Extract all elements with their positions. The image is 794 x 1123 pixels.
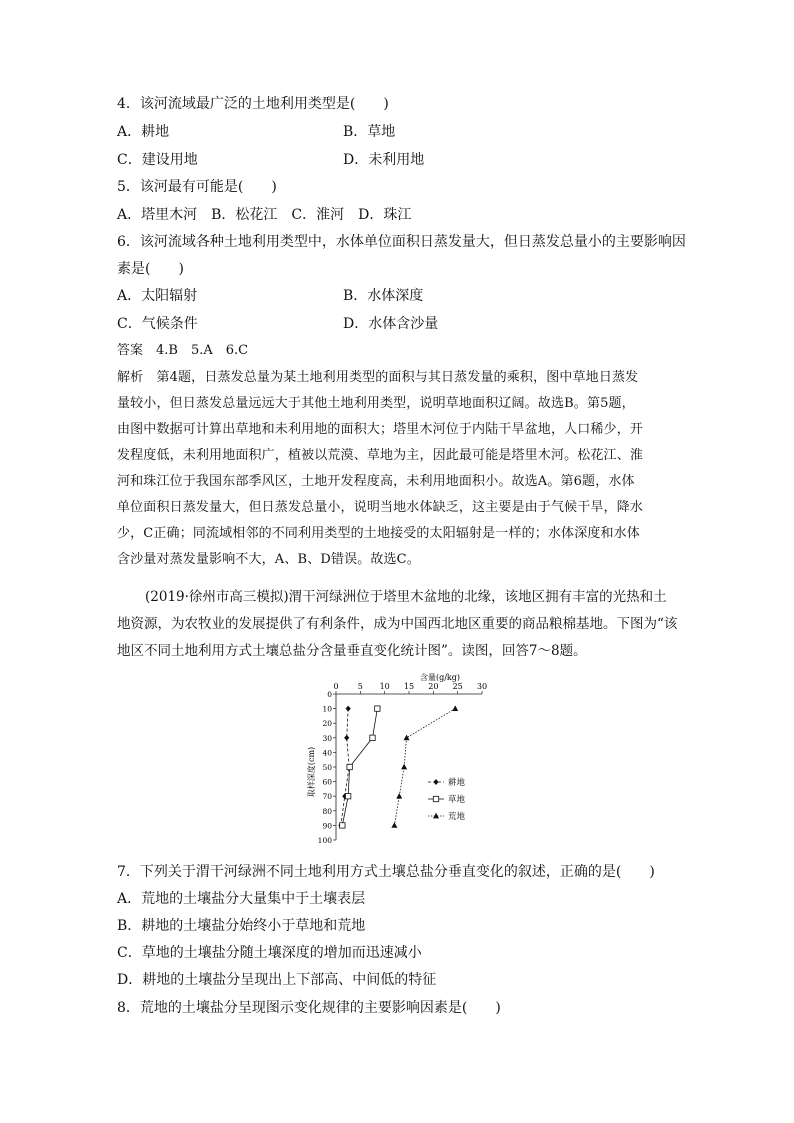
intro-line: 地区不同土地利用方式土壤总盐分含量垂直变化统计图”。读图，回答7～8题。	[117, 643, 587, 659]
y-tick-label: 20	[322, 719, 332, 729]
chart-legend	[428, 777, 466, 822]
intro-line: (2019·徐州市高三模拟)渭干河绿洲位于塔里木盆地的北缘，该地区拥有丰富的光热和土	[145, 589, 667, 605]
q6-option-a: A．太阳辐射	[117, 288, 198, 304]
analysis-line: 单位面积日蒸发量大，但日蒸发总量小，说明当地水体缺乏，这主要是由于气候干旱，降水	[117, 500, 644, 515]
data-point	[452, 705, 458, 711]
legend-marker	[433, 796, 438, 801]
y-tick-label: 70	[322, 792, 332, 802]
chart-series	[338, 705, 458, 828]
data-point	[347, 764, 352, 769]
analysis-line: 由图中数据可计算出草地和未利用地的面积大；塔里木河位于内陆干旱盆地，人口稀少，开	[117, 422, 644, 437]
y-tick-label: 10	[322, 704, 332, 714]
legend-label: 草地	[448, 795, 466, 805]
legend-label: 荒地	[448, 812, 466, 822]
q5-stem: 5．该河最有可能是( )	[117, 179, 277, 195]
analysis-line: 少，C正确；同流域相邻的不同利用类型的土地接受的太阳辐射是一样的；水体深度和水体	[117, 526, 640, 541]
data-point	[391, 822, 397, 828]
q7-option-a: A．荒地的土壤盐分大量集中于土壤表层	[117, 891, 366, 907]
analysis-line: 解析 第4题，日蒸发总量为某土地利用类型的面积与其日蒸发量的乘积，图中草地日蒸发	[117, 370, 639, 385]
q6-stem-line-1: 6．该河流域各种土地利用类型中，水体单位面积日蒸发量大，但日蒸发总量小的主要影响因	[117, 234, 686, 250]
x-tick-label: 20	[428, 682, 439, 691]
analysis-line: 量较小，但日蒸发总量远远大于其他土地利用类型，说明草地面积辽阔。故选B。第5题，	[117, 396, 635, 411]
soil-salinity-chart	[300, 670, 500, 850]
intro-paragraph	[117, 584, 682, 665]
data-point	[396, 793, 402, 799]
data-point	[340, 823, 345, 828]
x-tick-label: 10	[379, 682, 390, 691]
x-tick-label: 5	[357, 682, 363, 691]
q6-option-d: D．水体含沙量	[343, 316, 439, 332]
analysis-line: 河和珠江位于我国东部季风区，土地开发程度高，未利用地面积小。故选A。第6题，水体	[117, 474, 635, 489]
q8-stem: 8．荒地的土壤盐分呈现图示变化规律的主要影响因素是( )	[117, 1000, 501, 1016]
data-point	[344, 735, 349, 741]
q7-stem: 7．下列关于渭干河绿洲不同土地利用方式土壤总盐分垂直变化的叙述，正确的是( )	[117, 864, 655, 880]
y-tick-label: 0	[327, 690, 332, 699]
x-axis-label: 含量(g/kg)	[419, 673, 461, 682]
intro-line: 地资源，为农牧业的发展提供了有利条件，成为中国西北地区重要的商品粮棉基地。下图为“该	[117, 616, 678, 632]
q4-option-d: D．未利用地	[343, 152, 425, 168]
y-tick-label: 30	[322, 733, 332, 743]
q7-option-d: D．耕地的土壤盐分呈现出上下部高、中间低的特征	[117, 972, 437, 988]
q6-stem-line-2: 素是( )	[117, 261, 184, 277]
data-point	[346, 706, 351, 712]
data-point	[404, 735, 410, 741]
data-point	[375, 706, 380, 711]
q4-option-a: A．耕地	[117, 124, 170, 140]
q6-option-b: B．水体深度	[343, 288, 424, 304]
q4-option-c: C．建设用地	[117, 152, 198, 168]
data-point	[345, 794, 350, 799]
q4-stem: 4．该河流域最广泛的土地利用类型是( )	[117, 96, 389, 112]
y-tick-label: 50	[322, 763, 332, 772]
analysis-paragraph	[117, 365, 682, 573]
y-tick-label: 40	[322, 748, 332, 758]
x-tick-label: 15	[403, 682, 415, 691]
answer-line: 答案 4.B 5.A 6.C	[117, 343, 249, 358]
legend-marker	[433, 813, 439, 819]
q7-option-b: B．耕地的土壤盐分始终小于草地和荒地	[117, 918, 366, 934]
analysis-line: 发程度低，未利用地面积广，植被以荒漠、草地为主，因此最可能是塔里木河。松花江、淮	[117, 448, 644, 463]
y-axis-label: 取样深度(cm)	[307, 746, 316, 798]
x-tick-label: 30	[476, 682, 488, 691]
series-triangle	[391, 705, 458, 827]
y-tick-label: 80	[322, 806, 332, 816]
x-tick-label: 0	[333, 682, 339, 691]
legend-label: 耕地	[448, 778, 466, 788]
y-tick-label: 90	[322, 821, 332, 831]
series-square	[340, 706, 380, 828]
legend-marker	[433, 779, 438, 785]
q7-option-c: C．草地的土壤盐分随土壤深度的增加而迅速减小	[117, 945, 422, 961]
q5-options: A．塔里木河 B．松花江 C．淮河 D．珠江	[117, 207, 412, 223]
analysis-line: 含沙量对蒸发量影响不大，A、B、D错误。故选C。	[117, 552, 420, 567]
y-tick-label: 60	[322, 777, 332, 787]
y-tick-label: 100	[317, 836, 332, 845]
q6-option-c: C．气候条件	[117, 316, 198, 332]
data-point	[370, 735, 375, 740]
data-point	[401, 764, 407, 770]
q4-option-b: B．草地	[343, 124, 396, 140]
x-tick-label: 25	[452, 682, 463, 691]
